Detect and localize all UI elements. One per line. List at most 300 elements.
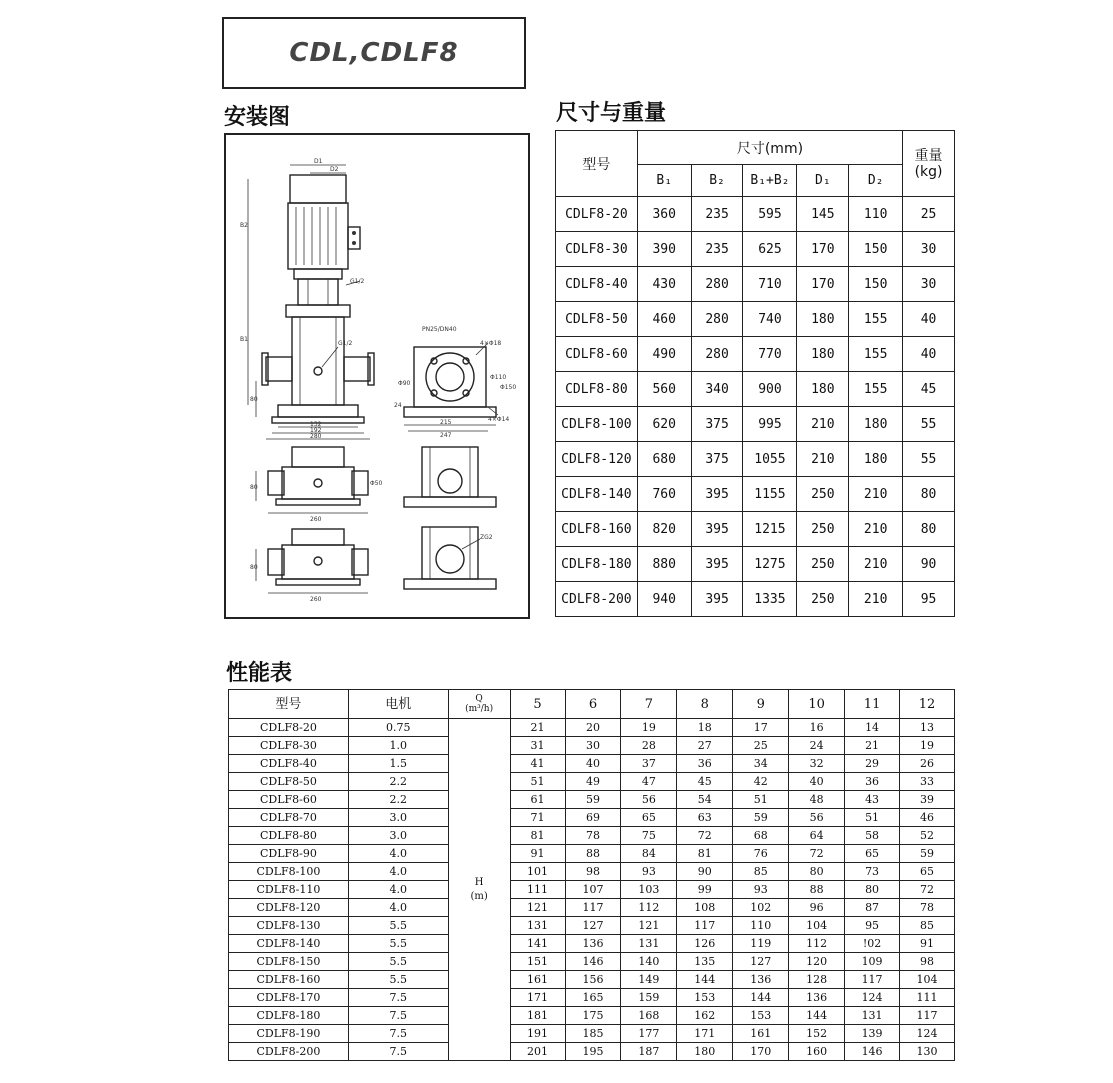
perf-cell-head: 85 <box>733 863 789 881</box>
h-label: H <box>474 876 484 888</box>
perf-cell-head: !02 <box>845 935 900 953</box>
perf-cell-head: 140 <box>621 953 677 971</box>
perf-cell-model: CDLF8-50 <box>229 773 349 791</box>
dim-cell-b2: 395 <box>691 512 743 547</box>
coupling <box>294 269 342 305</box>
pump-body <box>262 305 374 423</box>
dim-header-size: 尺寸(mm) <box>637 131 902 165</box>
dim-cell-d2: 210 <box>849 477 903 512</box>
dim-cell-w: 55 <box>903 442 955 477</box>
perf-cell-head: 127 <box>565 917 621 935</box>
dim-cell-b1: 460 <box>637 302 691 337</box>
dim-row <box>556 302 955 337</box>
perf-cell-head: 81 <box>510 827 565 845</box>
label-w280: 280 <box>310 433 322 440</box>
perf-row <box>229 809 955 827</box>
perf-cell-head: 101 <box>510 863 565 881</box>
perf-cell-head: 36 <box>677 755 733 773</box>
perf-cell-head: 104 <box>900 971 955 989</box>
perf-cell-head: 16 <box>789 719 845 737</box>
dim-cell-d2: 210 <box>849 512 903 547</box>
label-h24: 24 <box>394 402 402 409</box>
dim-cell-d1: 250 <box>797 477 849 512</box>
perf-cell-head: 121 <box>621 917 677 935</box>
perf-row <box>229 989 955 1007</box>
perf-header-q <box>448 690 510 719</box>
perf-cell-head: 161 <box>510 971 565 989</box>
label-h80a: 80 <box>250 396 258 403</box>
perf-cell-head: 13 <box>900 719 955 737</box>
perf-cell-head: 103 <box>621 881 677 899</box>
dim-cell-d1: 180 <box>797 337 849 372</box>
perf-cell-head: 80 <box>789 863 845 881</box>
dim-cell-model: CDLF8-30 <box>556 232 638 267</box>
perf-cell-head: 136 <box>733 971 789 989</box>
perf-cell-head: 95 <box>845 917 900 935</box>
dim-cell-d1: 250 <box>797 547 849 582</box>
perf-row <box>229 737 955 755</box>
perf-cell-model: CDLF8-140 <box>229 935 349 953</box>
perf-header-motor: 电机 <box>348 690 448 719</box>
dim-subheader: B₁ <box>637 165 691 197</box>
perf-cell-head: 135 <box>677 953 733 971</box>
perf-cell-head: 29 <box>845 755 900 773</box>
perf-row <box>229 791 955 809</box>
label-g2: G1/2 <box>338 340 353 347</box>
perf-cell-head: 36 <box>845 773 900 791</box>
dim-cell-d2: 110 <box>849 197 903 232</box>
perf-cell-model: CDLF8-90 <box>229 845 349 863</box>
label-w260b: 260 <box>310 596 322 603</box>
perf-cell-head: 51 <box>510 773 565 791</box>
perf-header-model: 型号 <box>229 690 349 719</box>
perf-cell-motor: 7.5 <box>348 1025 448 1043</box>
dim-cell-b2: 280 <box>691 337 743 372</box>
perf-cell-model: CDLF8-180 <box>229 1007 349 1025</box>
dim-cell-b2: 395 <box>691 477 743 512</box>
perf-cell-head: 131 <box>510 917 565 935</box>
label-h80c: 80 <box>250 564 258 571</box>
dim-cell-b2: 340 <box>691 372 743 407</box>
perf-cell-head: 128 <box>789 971 845 989</box>
dim-subheader: D₂ <box>849 165 903 197</box>
perf-cell-head: 72 <box>677 827 733 845</box>
flow-header: 12 <box>900 690 955 719</box>
dim-cell-d1: 180 <box>797 372 849 407</box>
dim-cell-sum: 1055 <box>743 442 797 477</box>
perf-cell-head: 90 <box>677 863 733 881</box>
dim-row <box>556 197 955 232</box>
dim-cell-d2: 180 <box>849 442 903 477</box>
perf-row <box>229 845 955 863</box>
dim-cell-b1: 760 <box>637 477 691 512</box>
perf-cell-motor: 4.0 <box>348 845 448 863</box>
installation-heading: 安装图 <box>224 105 291 130</box>
dim-cell-d2: 150 <box>849 232 903 267</box>
perf-cell-head: 187 <box>621 1043 677 1061</box>
perf-row <box>229 755 955 773</box>
perf-cell-head: 84 <box>621 845 677 863</box>
dim-header-weight: 重量 (kg) <box>903 131 955 197</box>
perf-row <box>229 773 955 791</box>
dim-row <box>556 407 955 442</box>
perf-cell-head: 72 <box>900 881 955 899</box>
dim-cell-model: CDLF8-40 <box>556 267 638 302</box>
label-d2: D2 <box>330 166 339 173</box>
perf-cell-head: 56 <box>789 809 845 827</box>
dim-cell-b2: 280 <box>691 302 743 337</box>
perf-cell-head: 41 <box>510 755 565 773</box>
label-bolt1: 4×Φ18 <box>480 340 502 347</box>
perf-cell-head: 31 <box>510 737 565 755</box>
dim-cell-d1: 170 <box>797 267 849 302</box>
dim-cell-sum: 595 <box>743 197 797 232</box>
perf-row <box>229 899 955 917</box>
flow-header: 6 <box>565 690 621 719</box>
perf-cell-head: 18 <box>677 719 733 737</box>
perf-row <box>229 971 955 989</box>
dim-cell-sum: 625 <box>743 232 797 267</box>
perf-cell-head: 49 <box>565 773 621 791</box>
perf-cell-head: 59 <box>733 809 789 827</box>
perf-cell-head: 165 <box>565 989 621 1007</box>
perf-cell-head: 21 <box>845 737 900 755</box>
perf-cell-head: 14 <box>845 719 900 737</box>
perf-cell-head: 24 <box>789 737 845 755</box>
dim-cell-d2: 155 <box>849 337 903 372</box>
perf-cell-head: 39 <box>900 791 955 809</box>
flow-header: 7 <box>621 690 677 719</box>
perf-cell-head: 144 <box>733 989 789 1007</box>
perf-row <box>229 881 955 899</box>
dim-cell-sum: 1215 <box>743 512 797 547</box>
dim-cell-model: CDLF8-20 <box>556 197 638 232</box>
perf-cell-motor: 7.5 <box>348 1043 448 1061</box>
perf-cell-head: 34 <box>733 755 789 773</box>
perf-cell-head: 56 <box>621 791 677 809</box>
perf-cell-model: CDLF8-100 <box>229 863 349 881</box>
perf-cell-head: 146 <box>565 953 621 971</box>
label-w132: 132 <box>310 421 322 428</box>
perf-cell-head: 159 <box>621 989 677 1007</box>
dim-cell-b2: 235 <box>691 232 743 267</box>
label-phi90: Φ90 <box>398 380 411 387</box>
perf-cell-motor: 1.5 <box>348 755 448 773</box>
dim-row <box>556 267 955 302</box>
motor-body <box>288 175 360 269</box>
dim-cell-b1: 430 <box>637 267 691 302</box>
base-view-1 <box>256 447 368 513</box>
perf-cell-head: 160 <box>789 1043 845 1061</box>
perf-cell-head: 98 <box>565 863 621 881</box>
perf-cell-head: 131 <box>845 1007 900 1025</box>
dim-cell-b1: 360 <box>637 197 691 232</box>
dim-cell-b2: 395 <box>691 582 743 617</box>
dim-cell-model: CDLF8-160 <box>556 512 638 547</box>
perf-cell-head: 112 <box>621 899 677 917</box>
perf-cell-head: 121 <box>510 899 565 917</box>
perf-cell-motor: 7.5 <box>348 989 448 1007</box>
pump-drawing-svg <box>226 135 528 617</box>
perf-cell-head: 81 <box>677 845 733 863</box>
perf-cell-head: 51 <box>733 791 789 809</box>
perf-cell-motor: 1.0 <box>348 737 448 755</box>
perf-cell-model: CDLF8-160 <box>229 971 349 989</box>
perf-cell-head: 99 <box>677 881 733 899</box>
perf-cell-head: 98 <box>900 953 955 971</box>
perf-cell-head: 78 <box>565 827 621 845</box>
performance-table <box>228 689 955 1061</box>
front-dimensions <box>248 165 370 439</box>
dim-cell-model: CDLF8-50 <box>556 302 638 337</box>
perf-cell-head: 88 <box>565 845 621 863</box>
dim-cell-b1: 940 <box>637 582 691 617</box>
perf-cell-head: 102 <box>733 899 789 917</box>
dim-cell-model: CDLF8-80 <box>556 372 638 407</box>
perf-cell-head: 20 <box>565 719 621 737</box>
perf-cell-head: 26 <box>900 755 955 773</box>
perf-row <box>229 1043 955 1061</box>
perf-cell-head: 127 <box>733 953 789 971</box>
dim-cell-d2: 155 <box>849 372 903 407</box>
perf-cell-head: 21 <box>510 719 565 737</box>
perf-cell-head: 136 <box>565 935 621 953</box>
dim-cell-d1: 210 <box>797 442 849 477</box>
flow-header: 8 <box>677 690 733 719</box>
dim-row <box>556 442 955 477</box>
perf-cell-motor: 0.75 <box>348 719 448 737</box>
perf-head-label-cell <box>448 719 510 1061</box>
dim-cell-w: 55 <box>903 407 955 442</box>
perf-cell-head: 153 <box>733 1007 789 1025</box>
perf-cell-head: 161 <box>733 1025 789 1043</box>
perf-cell-motor: 4.0 <box>348 899 448 917</box>
label-phi110: Φ110 <box>490 374 507 381</box>
dim-header-model: 型号 <box>556 131 638 197</box>
perf-cell-head: 32 <box>789 755 845 773</box>
perf-cell-head: 146 <box>845 1043 900 1061</box>
perf-cell-model: CDLF8-40 <box>229 755 349 773</box>
perf-cell-head: 104 <box>789 917 845 935</box>
label-pn: PN25/DN40 <box>422 326 457 333</box>
perf-cell-motor: 4.0 <box>348 863 448 881</box>
perf-cell-head: 59 <box>565 791 621 809</box>
label-b1: B1 <box>240 336 248 343</box>
dim-cell-d1: 170 <box>797 232 849 267</box>
perf-cell-head: 37 <box>621 755 677 773</box>
dim-cell-model: CDLF8-60 <box>556 337 638 372</box>
flange-view <box>404 343 498 431</box>
perf-cell-motor: 5.5 <box>348 935 448 953</box>
perf-cell-model: CDLF8-80 <box>229 827 349 845</box>
perf-cell-head: 177 <box>621 1025 677 1043</box>
dim-subheader: B₁+B₂ <box>743 165 797 197</box>
dim-subheader: B₂ <box>691 165 743 197</box>
flow-header: 5 <box>510 690 565 719</box>
dim-cell-d1: 210 <box>797 407 849 442</box>
perf-row <box>229 917 955 935</box>
installation-drawing <box>224 133 530 619</box>
perf-cell-head: 131 <box>621 935 677 953</box>
perf-row <box>229 1025 955 1043</box>
perf-cell-head: 80 <box>845 881 900 899</box>
perf-cell-head: 76 <box>733 845 789 863</box>
perf-row <box>229 953 955 971</box>
perf-cell-head: 19 <box>621 719 677 737</box>
dim-cell-d1: 250 <box>797 512 849 547</box>
perf-cell-head: 126 <box>677 935 733 953</box>
dim-cell-b1: 390 <box>637 232 691 267</box>
perf-cell-head: 91 <box>510 845 565 863</box>
label-zg2: ZG2 <box>480 534 493 541</box>
perf-cell-head: 61 <box>510 791 565 809</box>
dim-cell-d2: 150 <box>849 267 903 302</box>
dim-cell-w: 30 <box>903 232 955 267</box>
dim-cell-w: 25 <box>903 197 955 232</box>
title-box <box>222 17 526 89</box>
perf-cell-head: 52 <box>900 827 955 845</box>
dim-cell-b1: 490 <box>637 337 691 372</box>
label-w192: 192 <box>310 427 322 434</box>
perf-cell-motor: 4.0 <box>348 881 448 899</box>
perf-cell-head: 117 <box>845 971 900 989</box>
label-w215: 215 <box>440 419 452 426</box>
dim-subheader: D₁ <box>797 165 849 197</box>
perf-cell-head: 65 <box>621 809 677 827</box>
dim-cell-sum: 1335 <box>743 582 797 617</box>
dim-row <box>556 582 955 617</box>
perf-cell-motor: 5.5 <box>348 953 448 971</box>
perf-cell-model: CDLF8-190 <box>229 1025 349 1043</box>
perf-cell-head: 33 <box>900 773 955 791</box>
perf-cell-model: CDLF8-70 <box>229 809 349 827</box>
label-d1: D1 <box>314 158 323 165</box>
perf-cell-head: 69 <box>565 809 621 827</box>
perf-cell-head: 191 <box>510 1025 565 1043</box>
document-title: CDL,CDLF8 <box>289 38 459 68</box>
dim-cell-model: CDLF8-100 <box>556 407 638 442</box>
label-bolt2: 4×Φ14 <box>488 416 510 423</box>
perf-cell-head: 73 <box>845 863 900 881</box>
dim-row <box>556 232 955 267</box>
perf-cell-head: 47 <box>621 773 677 791</box>
perf-cell-head: 93 <box>733 881 789 899</box>
dim-row <box>556 512 955 547</box>
perf-cell-head: 40 <box>565 755 621 773</box>
perf-cell-motor: 2.2 <box>348 773 448 791</box>
perf-cell-head: 51 <box>845 809 900 827</box>
dim-cell-b2: 375 <box>691 407 743 442</box>
q-unit: (m³/h) <box>465 704 494 714</box>
perf-cell-motor: 5.5 <box>348 917 448 935</box>
perf-cell-head: 64 <box>789 827 845 845</box>
perf-cell-head: 71 <box>510 809 565 827</box>
dim-cell-b1: 880 <box>637 547 691 582</box>
perf-cell-model: CDLF8-200 <box>229 1043 349 1061</box>
dim-cell-b1: 560 <box>637 372 691 407</box>
perf-cell-model: CDLF8-130 <box>229 917 349 935</box>
perf-cell-head: 162 <box>677 1007 733 1025</box>
perf-cell-model: CDLF8-150 <box>229 953 349 971</box>
dim-cell-model: CDLF8-180 <box>556 547 638 582</box>
perf-cell-head: 124 <box>900 1025 955 1043</box>
perf-cell-head: 175 <box>565 1007 621 1025</box>
dim-cell-model: CDLF8-140 <box>556 477 638 512</box>
perf-cell-head: 130 <box>900 1043 955 1061</box>
perf-cell-model: CDLF8-60 <box>229 791 349 809</box>
dim-cell-w: 80 <box>903 477 955 512</box>
perf-cell-head: 152 <box>789 1025 845 1043</box>
dim-cell-w: 45 <box>903 372 955 407</box>
perf-cell-head: 180 <box>677 1043 733 1061</box>
perf-cell-head: 91 <box>900 935 955 953</box>
perf-cell-head: 30 <box>565 737 621 755</box>
perf-cell-head: 68 <box>733 827 789 845</box>
perf-row <box>229 719 955 737</box>
perf-cell-motor: 5.5 <box>348 971 448 989</box>
perf-row <box>229 935 955 953</box>
perf-cell-head: 19 <box>900 737 955 755</box>
flow-header: 11 <box>845 690 900 719</box>
dimension-weight-table <box>555 130 955 617</box>
perf-cell-head: 201 <box>510 1043 565 1061</box>
perf-row <box>229 863 955 881</box>
perf-cell-head: 149 <box>621 971 677 989</box>
base-side-view-1 <box>404 447 496 507</box>
perf-cell-head: 185 <box>565 1025 621 1043</box>
perf-cell-head: 17 <box>733 719 789 737</box>
h-unit: (m) <box>470 890 488 902</box>
perf-cell-head: 63 <box>677 809 733 827</box>
perf-cell-head: 85 <box>900 917 955 935</box>
perf-cell-model: CDLF8-110 <box>229 881 349 899</box>
label-phi50: Φ50 <box>370 480 383 487</box>
perf-cell-model: CDLF8-20 <box>229 719 349 737</box>
perf-cell-motor: 3.0 <box>348 827 448 845</box>
label-g1: G1/2 <box>350 278 365 285</box>
perf-cell-head: 48 <box>789 791 845 809</box>
perf-cell-head: 171 <box>510 989 565 1007</box>
dim-cell-w: 90 <box>903 547 955 582</box>
label-h80b: 80 <box>250 484 258 491</box>
dim-cell-w: 80 <box>903 512 955 547</box>
perf-cell-head: 117 <box>677 917 733 935</box>
dim-cell-sum: 770 <box>743 337 797 372</box>
dim-row <box>556 477 955 512</box>
perf-cell-head: 139 <box>845 1025 900 1043</box>
perf-cell-head: 119 <box>733 935 789 953</box>
dim-cell-sum: 710 <box>743 267 797 302</box>
perf-cell-head: 117 <box>900 1007 955 1025</box>
q-label: Q <box>475 694 483 704</box>
perf-cell-head: 141 <box>510 935 565 953</box>
dimensions-heading: 尺寸与重量 <box>556 101 667 126</box>
dim-cell-w: 95 <box>903 582 955 617</box>
perf-cell-head: 107 <box>565 881 621 899</box>
perf-row <box>229 1007 955 1025</box>
dim-cell-sum: 740 <box>743 302 797 337</box>
dim-cell-d2: 180 <box>849 407 903 442</box>
perf-cell-head: 96 <box>789 899 845 917</box>
perf-cell-head: 59 <box>900 845 955 863</box>
perf-cell-head: 40 <box>789 773 845 791</box>
perf-cell-motor: 7.5 <box>348 1007 448 1025</box>
perf-cell-head: 120 <box>789 953 845 971</box>
perf-cell-head: 43 <box>845 791 900 809</box>
dim-cell-w: 30 <box>903 267 955 302</box>
perf-cell-head: 181 <box>510 1007 565 1025</box>
dim-cell-b2: 280 <box>691 267 743 302</box>
